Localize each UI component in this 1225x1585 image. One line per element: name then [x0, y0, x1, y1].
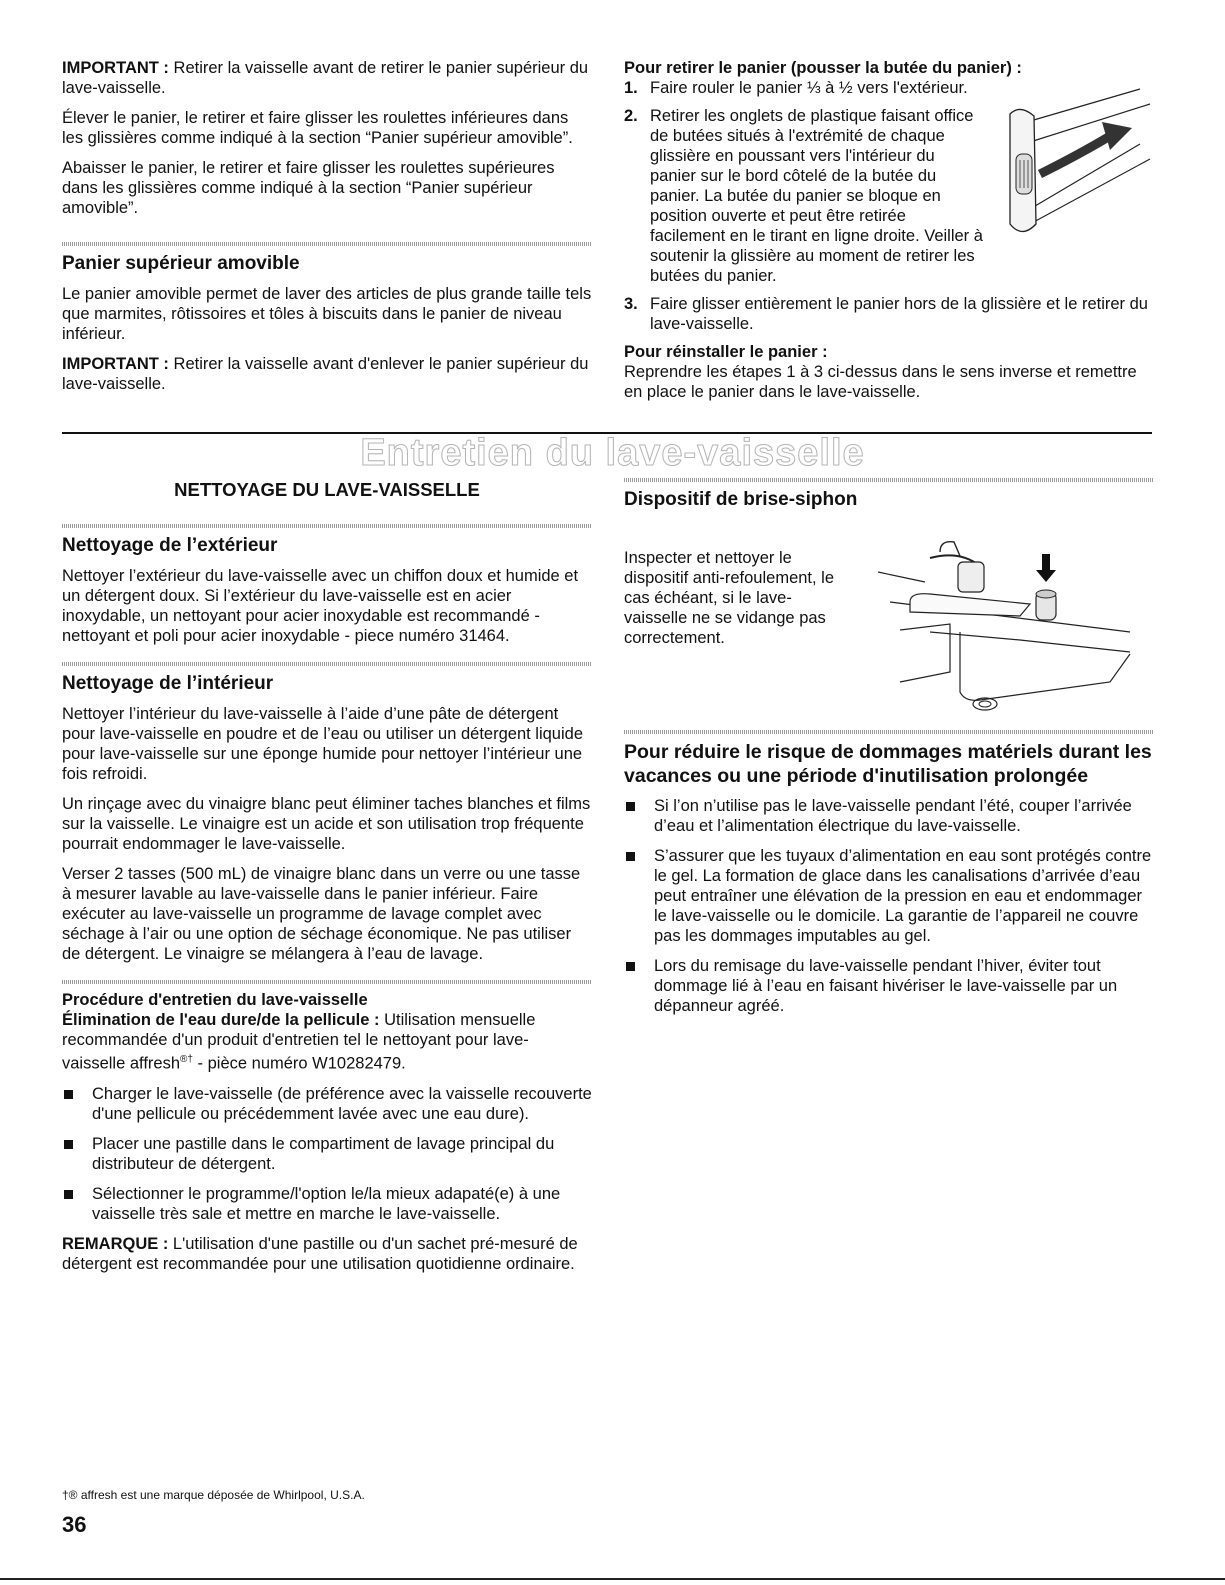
bullet-text: Si l’on n’utilise pas le lave-vaisselle pendant l’été, couper l’arrivée d’eau et l’alimentation électrique du lave-vaisselle. — [654, 797, 1132, 835]
paragraph-interior-3: Verser 2 tasses (500 mL) de vinaigre blanc dans un verre ou une tasse à mesurer lavable au lave-vaisselle dans le panier inférieur. Faire exécuter au lave-vaisselle un programme de lavage complet avec séchage à l’air ou une option de séchage économique. Ne pas utiliser de détergent. Le vinaigre se mélangera à l’eau de lavage. — [62, 865, 581, 963]
vacation-bullets — [624, 796, 1154, 1016]
bullet-square-icon — [64, 1190, 73, 1199]
heading-vacation: Pour réduire le risque de dommages matériels durant les vacances ou une période d'inutilisation prolongée — [624, 741, 1152, 787]
bullet-square-icon — [64, 1090, 73, 1099]
section-divider — [624, 478, 1154, 482]
important-note-2 — [62, 354, 592, 394]
heading-air-gap: Dispositif de brise-siphon — [624, 489, 858, 510]
page-number: 36 — [62, 1512, 87, 1537]
step-text: Faire glisser entièrement le panier hors de la glissière et le retirer du lave-vaisselle. — [650, 295, 1148, 333]
bullet-item — [62, 1134, 592, 1174]
footnote: †® affresh est une marque déposée de Whirlpool, U.S.A. — [62, 1488, 365, 1502]
section-divider — [62, 242, 592, 246]
important-note-1 — [62, 58, 592, 98]
paragraph-hard-water — [62, 1010, 592, 1074]
important-label: IMPORTANT : — [62, 355, 169, 373]
trademark-mark: ®† — [180, 1054, 193, 1065]
bullet-text: S’assurer que les tuyaux d’alimentation en eau sont protégés contre le gel. La formation de glace dans les canalisations d’arrivée d’eau peut entraîner une élévation de la pression en eau et endommager le lave-vaisselle ou le domicile. La garantie de l’appareil ne couvre pas les dommages imputables au gel. — [654, 847, 1152, 945]
heading-exterior: Nettoyage de l’extérieur — [62, 535, 278, 556]
paragraph-interior-2: Un rinçage avec du vinaigre blanc peut éliminer taches blanches et films sur la vaisselle. Le vinaigre est un acide et son utilisation trop fréquente pourrait endommager le lave-vaisselle. — [62, 795, 591, 853]
paragraph-lower-basket: Abaisser le panier, le retirer et faire glisser les roulettes supérieures dans les glissières comme indiqué à la section “Panier supérieur amovible”. — [62, 159, 555, 217]
paragraph-raise-basket: Élever le panier, le retirer et faire glisser les roulettes inférieures dans les glissières comme indiqué à la section “Panier supérieur amovible”. — [62, 109, 573, 147]
maintenance-bullets — [62, 1084, 592, 1224]
left-main-column — [62, 478, 592, 1284]
heading-maintenance-procedure: Procédure d'entretien du lave-vaisselle — [62, 991, 368, 1009]
section-divider — [62, 980, 592, 984]
step-number: 3. — [624, 295, 638, 313]
bullet-square-icon — [626, 852, 635, 861]
heading-cleaning: NETTOYAGE DU LAVE-VAISSELLE — [174, 479, 480, 500]
paragraph-interior-1: Nettoyer l’intérieur du lave-vaisselle à l’aide d’une pâte de détergent pour lave-vaisselle en poudre et de l’eau ou utiliser un détergent liquide pour lave-vaisselle sur une éponge humide pour nettoyer l’intérieur une fois refroidi. — [62, 705, 584, 783]
important-text: Retirer la vaisselle avant d'enlever le panier supérieur du lave-vaisselle. — [62, 355, 589, 393]
step-number: 2. — [624, 107, 638, 125]
paragraph-reinstall: Reprendre les étapes 1 à 3 ci-dessus dans le sens inverse et remettre en place le panier dans le lave-vaisselle. — [624, 363, 1137, 401]
air-gap-sink-illustration — [870, 532, 1150, 722]
section-divider — [62, 524, 592, 528]
paragraph-remark — [62, 1234, 592, 1274]
heading-interior: Nettoyage de l’intérieur — [62, 673, 274, 694]
paragraph-air-gap: Inspecter et nettoyer le dispositif anti-refoulement, le cas échéant, si le lave-vaisselle ne se vidange pas correctement. — [624, 549, 835, 647]
step-text: Faire rouler le panier ⅓ à ½ vers l'extérieur. — [650, 79, 968, 97]
paragraph-removable-rack: Le panier amovible permet de laver des articles de plus grande taille tels que marmites, rôtissoires et tôles à biscuits dans le panier de niveau inférieur. — [62, 285, 592, 343]
bullet-square-icon — [626, 962, 635, 971]
section-divider — [62, 662, 592, 666]
important-text: Retirer la vaisselle avant de retirer le panier supérieur du lave-vaisselle. — [62, 59, 589, 97]
section-divider — [624, 730, 1154, 734]
heading-removable-rack: Panier supérieur amovible — [62, 253, 300, 274]
step-text: Retirer les onglets de plastique faisant office de butées situés à l'extrémité de chaque glissière en poussant vers l'intérieur du panier sur le bord côtelé de la butée du panier. La butée du panier se bloque en position ouverte et peut être retirée facilement en le tirant en ligne droite. Veiller à soutenir la glissière au moment de retirer les butées du panier. — [650, 107, 983, 285]
bullet-text: Placer une pastille dans le compartiment de lavage principal du distributeur de détergent. — [92, 1134, 555, 1173]
step-item — [624, 294, 1159, 334]
left-top-column — [62, 58, 592, 404]
heading-remove-rack: Pour retirer le panier (pousser la butée du panier) : — [624, 59, 1022, 77]
bullet-text: Sélectionner le programme/l'option le/la mieux adapaté(e) à une vaisselle très sale et mettre en marche le lave-vaisselle. — [92, 1184, 561, 1223]
heading-reinstall-rack: Pour réinstaller le panier : — [624, 343, 828, 361]
bullet-item — [62, 1184, 592, 1224]
remark-label: REMARQUE : — [62, 1234, 169, 1253]
section-title: Entretien du lave-vaisselle — [360, 432, 865, 474]
bullet-item — [624, 796, 1154, 836]
bullet-square-icon — [626, 802, 635, 811]
step-number: 1. — [624, 79, 638, 97]
hard-water-text: Utilisation mensuelle recommandée d'un produit d'entretien tel le nettoyant pour lave-vaisselle affresh — [62, 1011, 536, 1073]
important-label: IMPORTANT : — [62, 59, 169, 77]
bullet-item — [624, 846, 1154, 946]
page-bottom-rule — [0, 1578, 1225, 1580]
rack-stop-illustration — [990, 84, 1160, 244]
hard-water-part: - pièce numéro W10282479. — [192, 1054, 406, 1073]
bullet-item — [62, 1084, 592, 1124]
paragraph-exterior: Nettoyer l’extérieur du lave-vaisselle avec un chiffon doux et humide et un détergent doux. Si l’extérieur du lave-vaisselle est en acier inoxydable, un nettoyant pour acier inoxydable est recommandé - nettoyant et poli pour acier inoxydable - piece numéro 31464. — [62, 567, 579, 645]
hard-water-label: Élimination de l'eau dure/de la pellicule : — [62, 1011, 380, 1029]
bullet-item — [624, 956, 1154, 1016]
bullet-text: Lors du remisage du lave-vaisselle pendant l’hiver, éviter tout dommage lié à l’eau en faisant hivériser le lave-vaisselle par un dépanneur agréé. — [654, 957, 1118, 1015]
bullet-text: Charger le lave-vaisselle (de préférence avec la vaisselle recouverte d'une pellicule ou précédemment lavée avec une eau dure). — [92, 1084, 592, 1123]
bullet-square-icon — [64, 1140, 73, 1149]
remark-text: L'utilisation d'une pastille ou d'un sachet pré-mesuré de détergent est recommandée pour une utilisation quotidienne ordinaire. — [62, 1234, 578, 1273]
